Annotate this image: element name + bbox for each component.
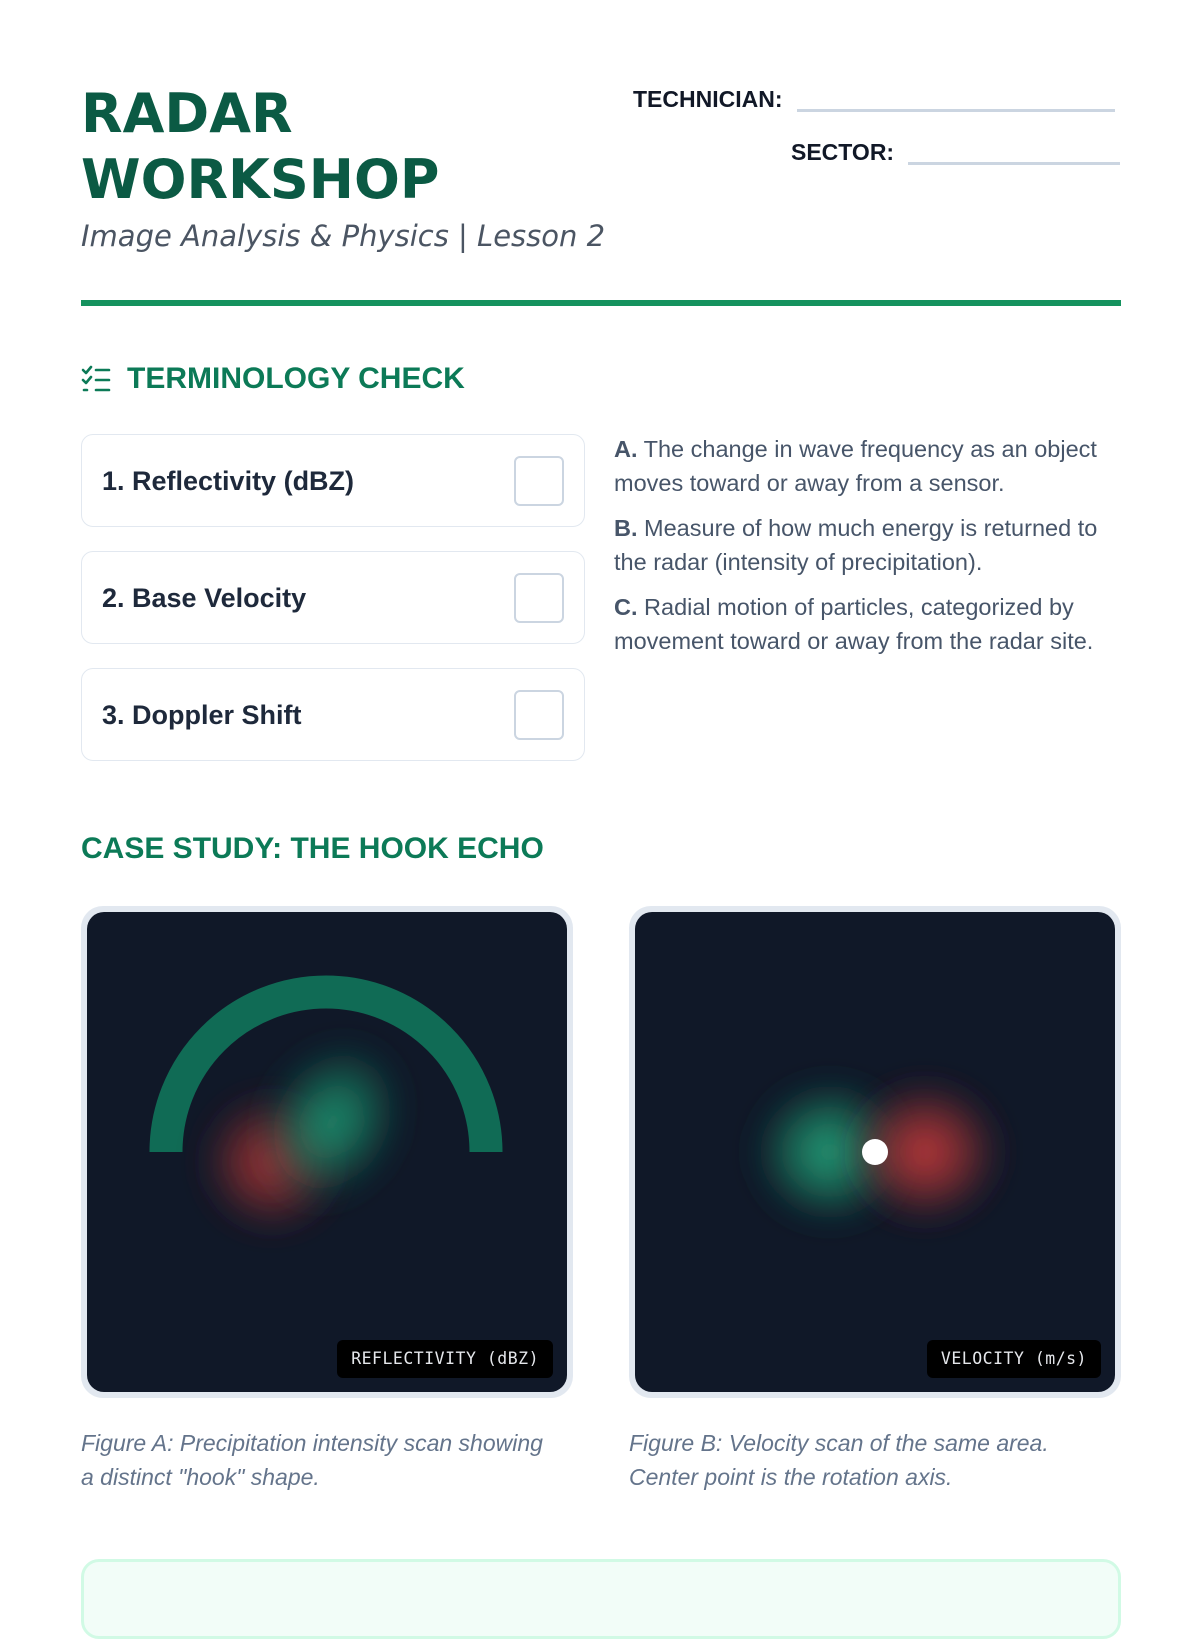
velocity-radar-image xyxy=(635,912,1115,1392)
checklist-icon xyxy=(81,365,111,393)
sector-input-line[interactable] xyxy=(908,162,1120,165)
definition-text: The change in wave frequency as an object moves toward or away from a sensor. xyxy=(614,436,1097,496)
definition-c xyxy=(614,591,1114,658)
definition-text: Measure of how much energy is returned to the radar (intensity of precipitation). xyxy=(614,515,1098,575)
figure-a-caption: Figure A: Precipitation intensity scan showing a distinct "hook" shape. xyxy=(81,1430,543,1490)
figure-b-tag: VELOCITY (m/s) xyxy=(927,1340,1101,1378)
page-title-line-1: RADAR xyxy=(81,82,293,145)
term-label: 2. Base Velocity xyxy=(102,583,307,613)
worksheet-page xyxy=(81,0,1121,1600)
terminology-heading-text: TERMINOLOGY CHECK xyxy=(127,362,465,395)
answer-box[interactable] xyxy=(514,456,564,506)
figure-a-tag: REFLECTIVITY (dBZ) xyxy=(337,1340,553,1378)
answer-panel xyxy=(81,1559,1121,1639)
technician-input-line[interactable] xyxy=(797,109,1115,112)
header-divider xyxy=(81,300,1121,306)
figure-b-velocity xyxy=(629,906,1121,1398)
page-title-line-2: WORKSHOP xyxy=(81,148,440,211)
term-label: 1. Reflectivity (dBZ) xyxy=(102,466,355,496)
page-subtitle: Image Analysis & Physics | Lesson 2 xyxy=(81,219,606,253)
reflectivity-graphic xyxy=(87,912,567,1392)
term-label: 3. Doppler Shift xyxy=(102,700,302,730)
figure-b-caption: Figure B: Velocity scan of the same area. Center point is the rotation axis. xyxy=(629,1430,1049,1490)
definition-a xyxy=(614,433,1114,500)
velocity-graphic xyxy=(635,912,1115,1392)
sector-label: SECTOR: xyxy=(791,139,895,165)
terminology-heading xyxy=(81,362,465,396)
rotation-axis-point xyxy=(862,1139,888,1165)
term-card-reflectivity xyxy=(81,434,585,527)
technician-label: TECHNICIAN: xyxy=(633,86,783,112)
term-card-doppler-shift xyxy=(81,668,585,761)
definition-letter: A. xyxy=(614,436,638,462)
term-card-base-velocity xyxy=(81,551,585,644)
definition-text: Radial motion of particles, categorized by movement toward or away from the radar site. xyxy=(614,594,1094,654)
definition-letter: B. xyxy=(614,515,638,541)
definition-letter: C. xyxy=(614,594,638,620)
figure-a-reflectivity xyxy=(81,906,573,1398)
definition-b xyxy=(614,512,1114,579)
reflectivity-radar-image xyxy=(87,912,567,1392)
definitions-list xyxy=(614,433,1114,670)
case-study-heading: CASE STUDY: THE HOOK ECHO xyxy=(81,832,544,865)
answer-box[interactable] xyxy=(514,573,564,623)
answer-box[interactable] xyxy=(514,690,564,740)
sector-field xyxy=(791,137,1120,167)
technician-field xyxy=(633,84,1115,114)
